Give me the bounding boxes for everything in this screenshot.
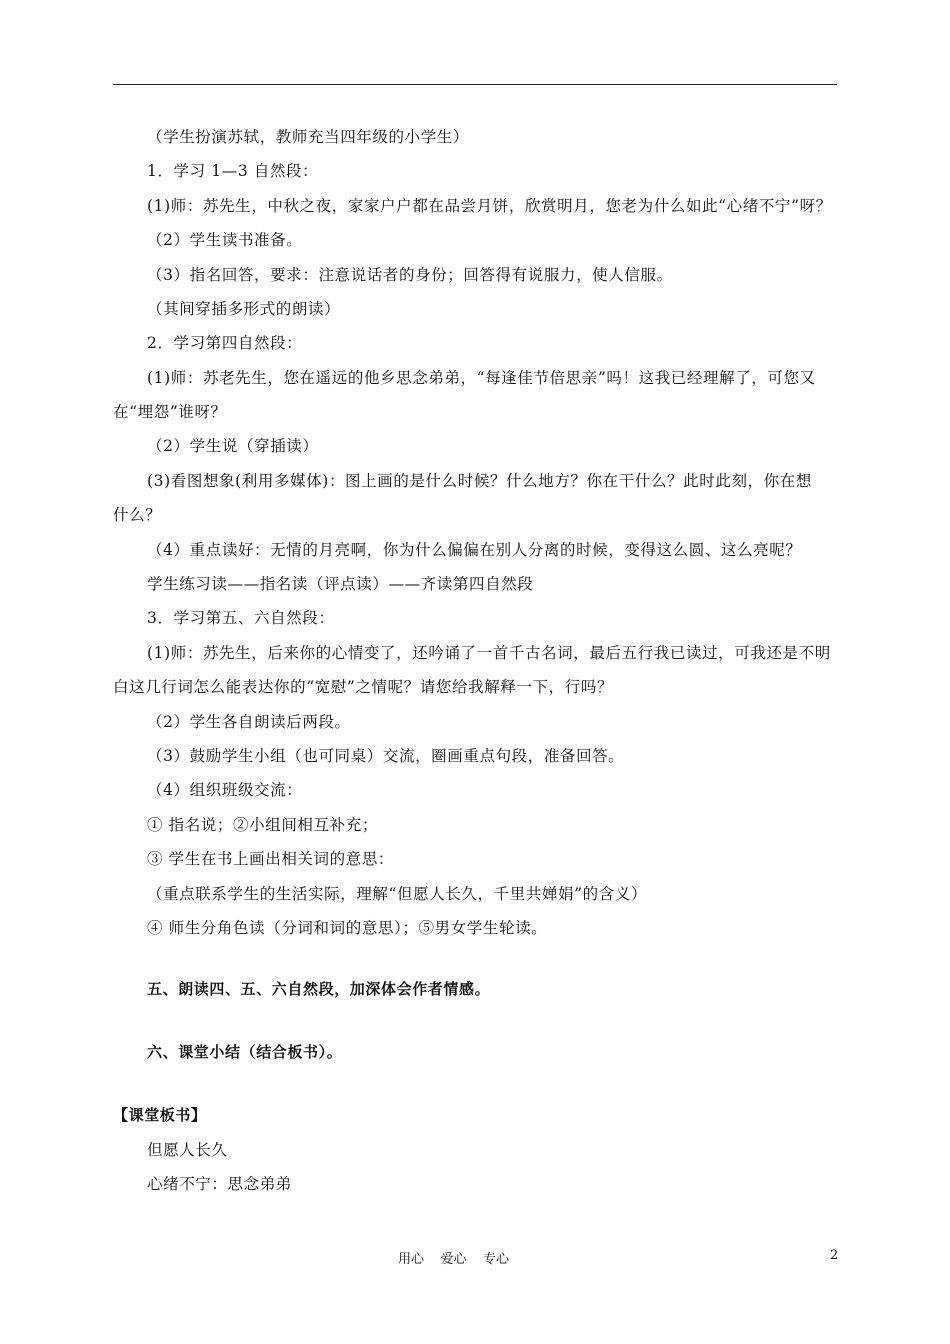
step-2-item-4: （4）重点读好：无情的月亮啊，你为什么偏偏在别人分离的时候，变得这么圆、这么亮呢？ [147, 541, 802, 559]
step-3-item-4: （4）组织班级交流： [147, 781, 303, 799]
step-1-item-1: (1)师：苏先生，中秋之夜，家家户户都在品尝月饼，欣赏明月，您老为什么如此“心绪不宁”呀？ [147, 197, 832, 215]
page-number: 2 [830, 1248, 839, 1263]
board-heading: 【课堂板书】 [113, 1106, 207, 1124]
step-3-subitem-3: ③ 学生在书上画出相关词的意思： [147, 850, 395, 868]
board-line-1: 但愿人长久 [147, 1141, 228, 1159]
step-1-item-3: （3）指名回答，要求：注意说话者的身份；回答得有说服力，使人信服。 [147, 266, 673, 284]
step-1-heading: 1．学习 1—3 自然段： [147, 162, 319, 180]
step-3-subitem-4: ④ 师生分角色读（分词和词的意思）；⑤男女学生轮读。 [147, 919, 548, 937]
step-2-heading: 2．学习第四自然段： [147, 334, 303, 352]
step-3-item-2: （2）学生各自朗读后两段。 [147, 713, 351, 731]
role-play-note: （学生扮演苏轼，教师充当四年级的小学生） [147, 128, 470, 146]
step-3-item-1: (1)师：苏先生，后来你的心情变了，还吟诵了一首千古名词，最后五行我已读过，可我还是不明 [147, 644, 831, 662]
step-3-subitem-1: ① 指名说；②小组间相互补充； [147, 816, 378, 834]
step-2-item-3: (3)看图想象(利用多媒体)：图上画的是什么时候？什么地方？你在干什么？此时此刻，你在想 [147, 472, 812, 490]
step-3-item-1-cont: 白这几行词怎么能表达你的“宽慰”之情呢？请您给我解释一下，行吗？ [113, 678, 614, 696]
step-2-item-1-cont: 在“埋怨”谁呀？ [113, 403, 227, 421]
step-2-item-2: （2）学生说（穿插读） [147, 437, 319, 455]
step-3-heading: 3．学习第五、六自然段： [147, 609, 335, 627]
step-2-reading-flow: 学生练习读——指名读（评点读）——齐读第四自然段 [147, 575, 534, 593]
step-3-item-3: （3）鼓励学生小组（也可同桌）交流，圈画重点句段，准备回答。 [147, 747, 625, 765]
step-1-item-2: （2）学生读书准备。 [147, 231, 303, 249]
footer-motto: 用心 爱心 专心 [398, 1252, 510, 1267]
step-2-item-3-cont: 什么？ [113, 506, 162, 524]
board-line-2: 心绪不宁：思念弟弟 [147, 1175, 292, 1193]
section-5-heading: 五、朗读四、五、六自然段，加深体会作者情感。 [147, 980, 491, 998]
step-2-item-1: (1)师：苏老先生，您在遥远的他乡思念弟弟，“每逢佳节倍思亲”吗！这我已经理解了，可您又 [147, 369, 816, 387]
header-rule [113, 84, 837, 85]
section-6-heading: 六、课堂小结（结合板书）。 [147, 1043, 343, 1061]
step-3-subitem-note: （重点联系学生的生活实际，理解“但愿人长久，千里共婵娟”的含义） [147, 885, 648, 903]
step-1-note: （其间穿插多形式的朗读） [147, 300, 341, 318]
